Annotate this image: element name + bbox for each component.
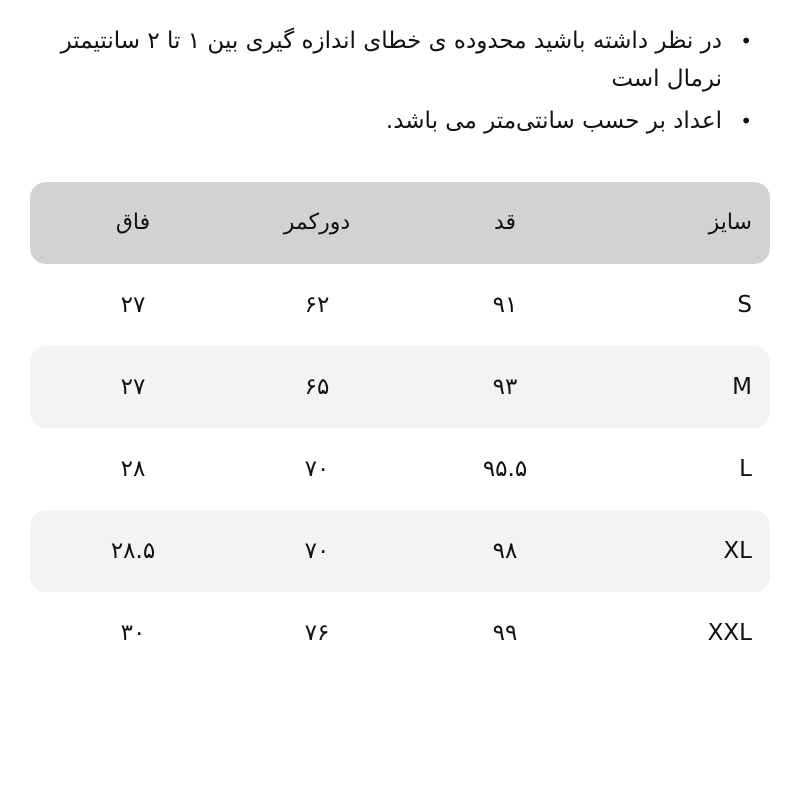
cell-size: XXL xyxy=(707,620,752,646)
table-row xyxy=(30,592,770,674)
header-size: سایز xyxy=(708,210,752,235)
cell-height: ۹۵.۵ xyxy=(482,456,528,482)
cell-height: ۹۳ xyxy=(492,374,518,400)
cell-hip: ۲۸ xyxy=(120,456,146,482)
cell-size: M xyxy=(732,374,752,400)
cell-size: S xyxy=(737,292,752,318)
cell-size: L xyxy=(739,456,752,482)
table-row xyxy=(30,264,770,346)
cell-waist: ۷۶ xyxy=(304,620,330,646)
cell-waist: ۶۲ xyxy=(304,292,330,318)
cell-height: ۹۱ xyxy=(492,292,518,318)
table-header-row xyxy=(30,182,770,264)
bullet-icon: • xyxy=(740,109,752,133)
header-waist: دورکمر xyxy=(283,210,351,235)
note-text: اعداد بر حسب سانتی‌متر می باشد. xyxy=(385,108,722,134)
table-row xyxy=(30,346,770,428)
notes-list xyxy=(40,22,752,144)
cell-hip: ۲۷ xyxy=(120,374,146,400)
cell-height: ۹۸ xyxy=(492,538,518,564)
header-height: قد xyxy=(493,210,517,235)
cell-height: ۹۹ xyxy=(492,620,518,646)
cell-waist: ۷۰ xyxy=(304,456,330,482)
cell-size: XL xyxy=(723,538,752,564)
note-item xyxy=(40,22,752,98)
note-text: در نظر داشته باشید محدوده ی خطای اندازه گیری بین ۱ تا ۲ سانتیمتر نرمال است xyxy=(60,28,722,92)
table-row xyxy=(30,510,770,592)
cell-hip: ۲۷ xyxy=(120,292,146,318)
header-hip: فاق xyxy=(115,210,151,235)
cell-waist: ۷۰ xyxy=(304,538,330,564)
table-row xyxy=(30,428,770,510)
cell-hip: ۲۸.۵ xyxy=(110,538,156,564)
cell-waist: ۶۵ xyxy=(304,374,330,400)
size-table xyxy=(30,182,770,674)
cell-hip: ۳۰ xyxy=(120,620,146,646)
bullet-icon: • xyxy=(740,29,752,53)
note-item xyxy=(40,102,752,140)
